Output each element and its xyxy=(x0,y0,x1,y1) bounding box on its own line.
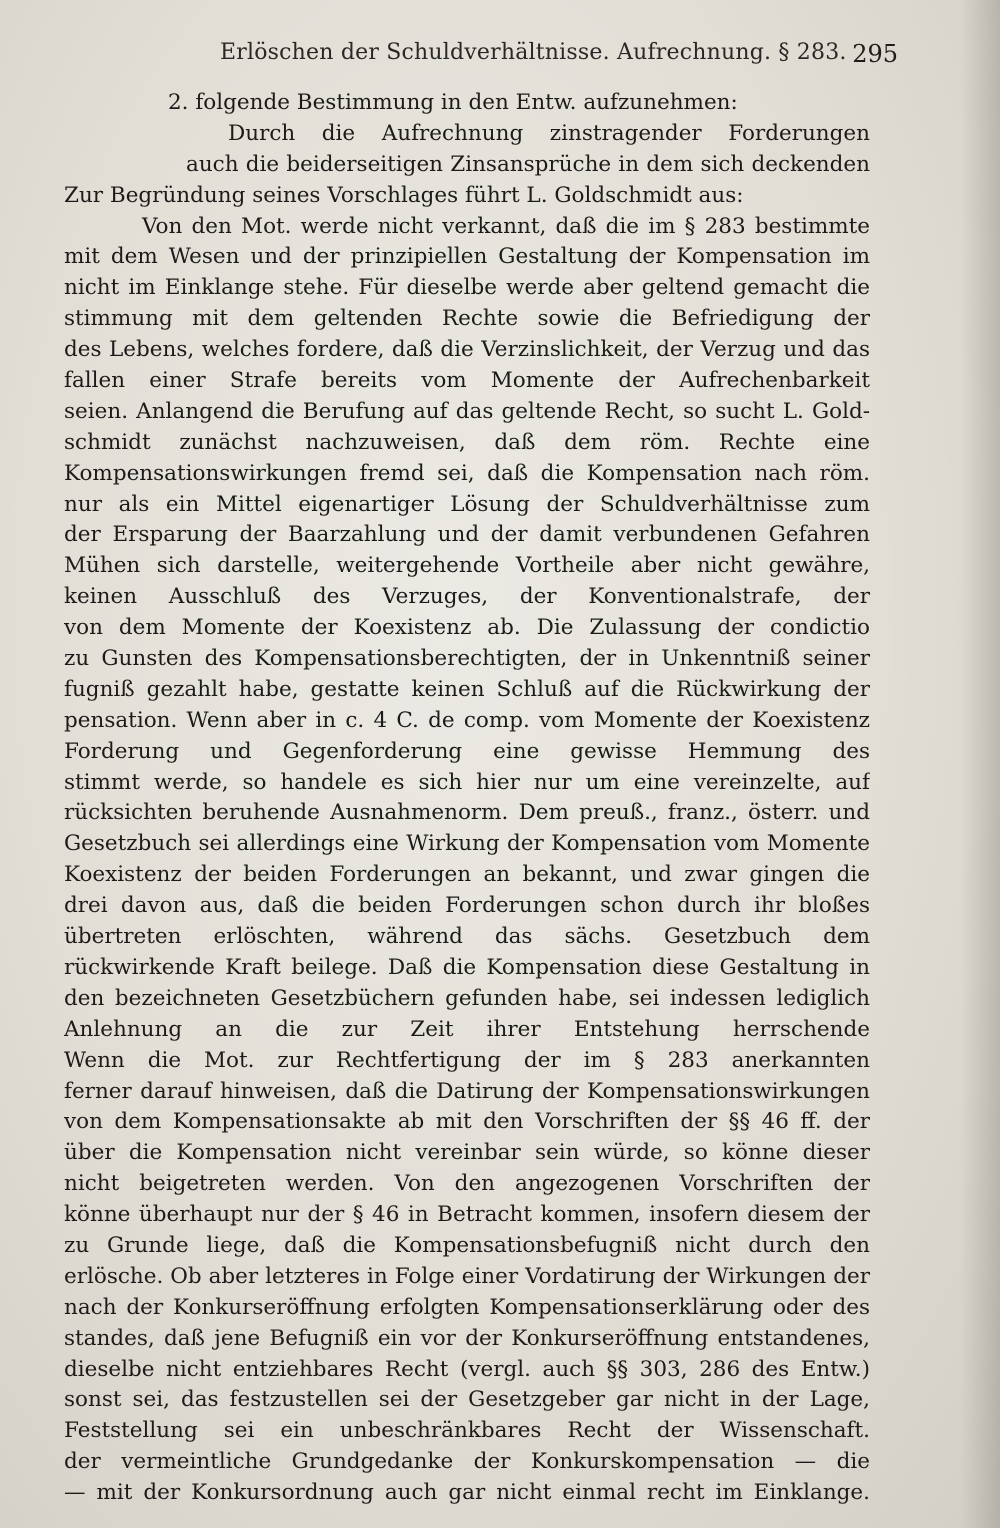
running-head xyxy=(60,36,898,72)
text-line: erlösche. Ob aber letzteres in Folge einer Vordatirung der Wirkungen der xyxy=(64,1263,870,1289)
text-line: nicht im Einklange stehe. Für dieselbe werde aber geltend gemacht die xyxy=(64,275,870,301)
text-line: stimmung mit dem geltenden Rechte sowie die Befriedigung der xyxy=(64,306,870,332)
running-title: Erlöschen der Schuldverhältnisse. Aufrechnung. § 283. xyxy=(220,40,847,65)
text-line: nur als ein Mittel eigenartiger Lösung der Schuldverhältnisse zum xyxy=(64,491,870,517)
text-line: der Ersparung der Baarzahlung und der damit verbundenen Gefahren xyxy=(64,522,870,548)
text-line: übertreten erlöschten, während das sächs. Gesetzbuch dem xyxy=(64,924,870,950)
text-line: über die Kompensation nicht vereinbar sein würde, so könne dieser xyxy=(64,1140,870,1166)
text-line: von dem Momente der Koexistenz ab. Die Zulassung der condictio xyxy=(64,615,870,641)
text-line: pensation. Wenn aber in c. 4 C. de comp. vom Momente der Koexistenz xyxy=(64,707,870,733)
text-line: Feststellung sei ein unbeschränkbares Recht der Wissenschaft. xyxy=(64,1418,870,1444)
text-line: zu Gunsten des Kompensationsberechtigten, der in Unkenntniß seiner xyxy=(64,646,870,672)
text-line: schmidt zunächst nachzuweisen, daß dem röm. Rechte eine xyxy=(64,429,870,455)
page-edge-shadow xyxy=(960,0,1000,1528)
text-line: Zur Begründung seines Vorschlages führt L. Goldschmidt aus: xyxy=(64,182,744,208)
text-line: seien. Anlangend die Berufung auf das geltende Recht, so sucht L. Gold- xyxy=(64,398,870,424)
text-line: den bezeichneten Gesetzbüchern gefunden habe, sei indessen lediglich xyxy=(64,985,870,1011)
text-line: stimmt werde, so handele es sich hier nur um eine vereinzelte, auf xyxy=(64,769,870,795)
text-line: Forderung und Gegenforderung eine gewisse Hemmung des xyxy=(64,738,870,764)
text-line: — mit der Konkursordnung auch gar nicht einmal recht im Einklange. xyxy=(64,1480,870,1506)
text-line: rücksichten beruhende Ausnahmenorm. Dem preuß., franz., österr. und xyxy=(64,800,870,826)
text-line: dieselbe nicht entziehbares Recht (vergl. auch §§ 303, 286 des Entw.) xyxy=(64,1356,870,1382)
text-line: Wenn die Mot. zur Rechtfertigung der im § 283 anerkannten xyxy=(64,1047,870,1073)
text-line: von dem Kompensationsakte ab mit den Vorschriften der §§ 46 ff. der xyxy=(64,1109,870,1135)
text-line: der vermeintliche Grundgedanke der Konkurskompensation — die xyxy=(64,1449,870,1475)
text-line: auch die beiderseitigen Zinsansprüche in dem sich deckenden xyxy=(186,151,870,177)
text-line: Koexistenz der beiden Forderungen an bekannt, und zwar gingen die xyxy=(64,862,870,888)
text-line: mit dem Wesen und der prinzipiellen Gestaltung der Kompensation im xyxy=(64,244,870,270)
text-line: Anlehnung an die zur Zeit ihrer Entstehung herrschende xyxy=(64,1016,870,1042)
text-line: Durch die Aufrechnung zinstragender Forderungen xyxy=(228,120,870,146)
text-line: zu Grunde liege, daß die Kompensationsbefugniß nicht durch den xyxy=(64,1232,870,1258)
text-line: nach der Konkurseröffnung erfolgten Kompensationserklärung oder des xyxy=(64,1294,870,1320)
text-line: 2. folgende Bestimmung in den Entw. aufzunehmen: xyxy=(168,90,738,115)
text-line: rückwirkende Kraft beilege. Daß die Kompensation diese Gestaltung in xyxy=(64,954,870,980)
text-line: nicht beigetreten werden. Von den angezogenen Vorschriften der xyxy=(64,1171,870,1197)
text-line: fallen einer Strafe bereits vom Momente der Aufrechenbarkeit xyxy=(64,368,870,394)
body-text xyxy=(64,88,870,1509)
text-line: des Lebens, welches fordere, daß die Verzinslichkeit, der Verzug und das xyxy=(64,337,870,363)
text-line: Gesetzbuch sei allerdings eine Wirkung der Kompensation vom Momente xyxy=(64,831,870,857)
text-line: fugniß gezahlt habe, gestatte keinen Schluß auf die Rückwirkung der xyxy=(64,676,870,702)
text-line: Kompensationswirkungen fremd sei, daß die Kompensation nach röm. xyxy=(64,460,870,486)
text-line: sonst sei, das festzustellen sei der Gesetzgeber gar nicht in der Lage, xyxy=(64,1387,870,1413)
text-line: könne überhaupt nur der § 46 in Betracht kommen, insofern diesem der xyxy=(64,1202,870,1228)
text-line: keinen Ausschluß des Verzuges, der Konventionalstrafe, der xyxy=(64,584,870,610)
text-line: Mühen sich darstelle, weitergehende Vortheile aber nicht gewähre, xyxy=(64,553,870,579)
text-line: Von den Mot. werde nicht verkannt, daß die im § 283 bestimmte xyxy=(142,213,870,239)
text-line: drei davon aus, daß die beiden Forderungen schon durch ihr bloßes xyxy=(64,893,870,919)
text-line: standes, daß jene Befugniß ein vor der Konkurseröffnung entstandenes, xyxy=(64,1325,870,1351)
text-line: ferner darauf hinweisen, daß die Datirung der Kompensationswirkungen xyxy=(64,1078,870,1104)
page-number: 295 xyxy=(852,40,898,68)
